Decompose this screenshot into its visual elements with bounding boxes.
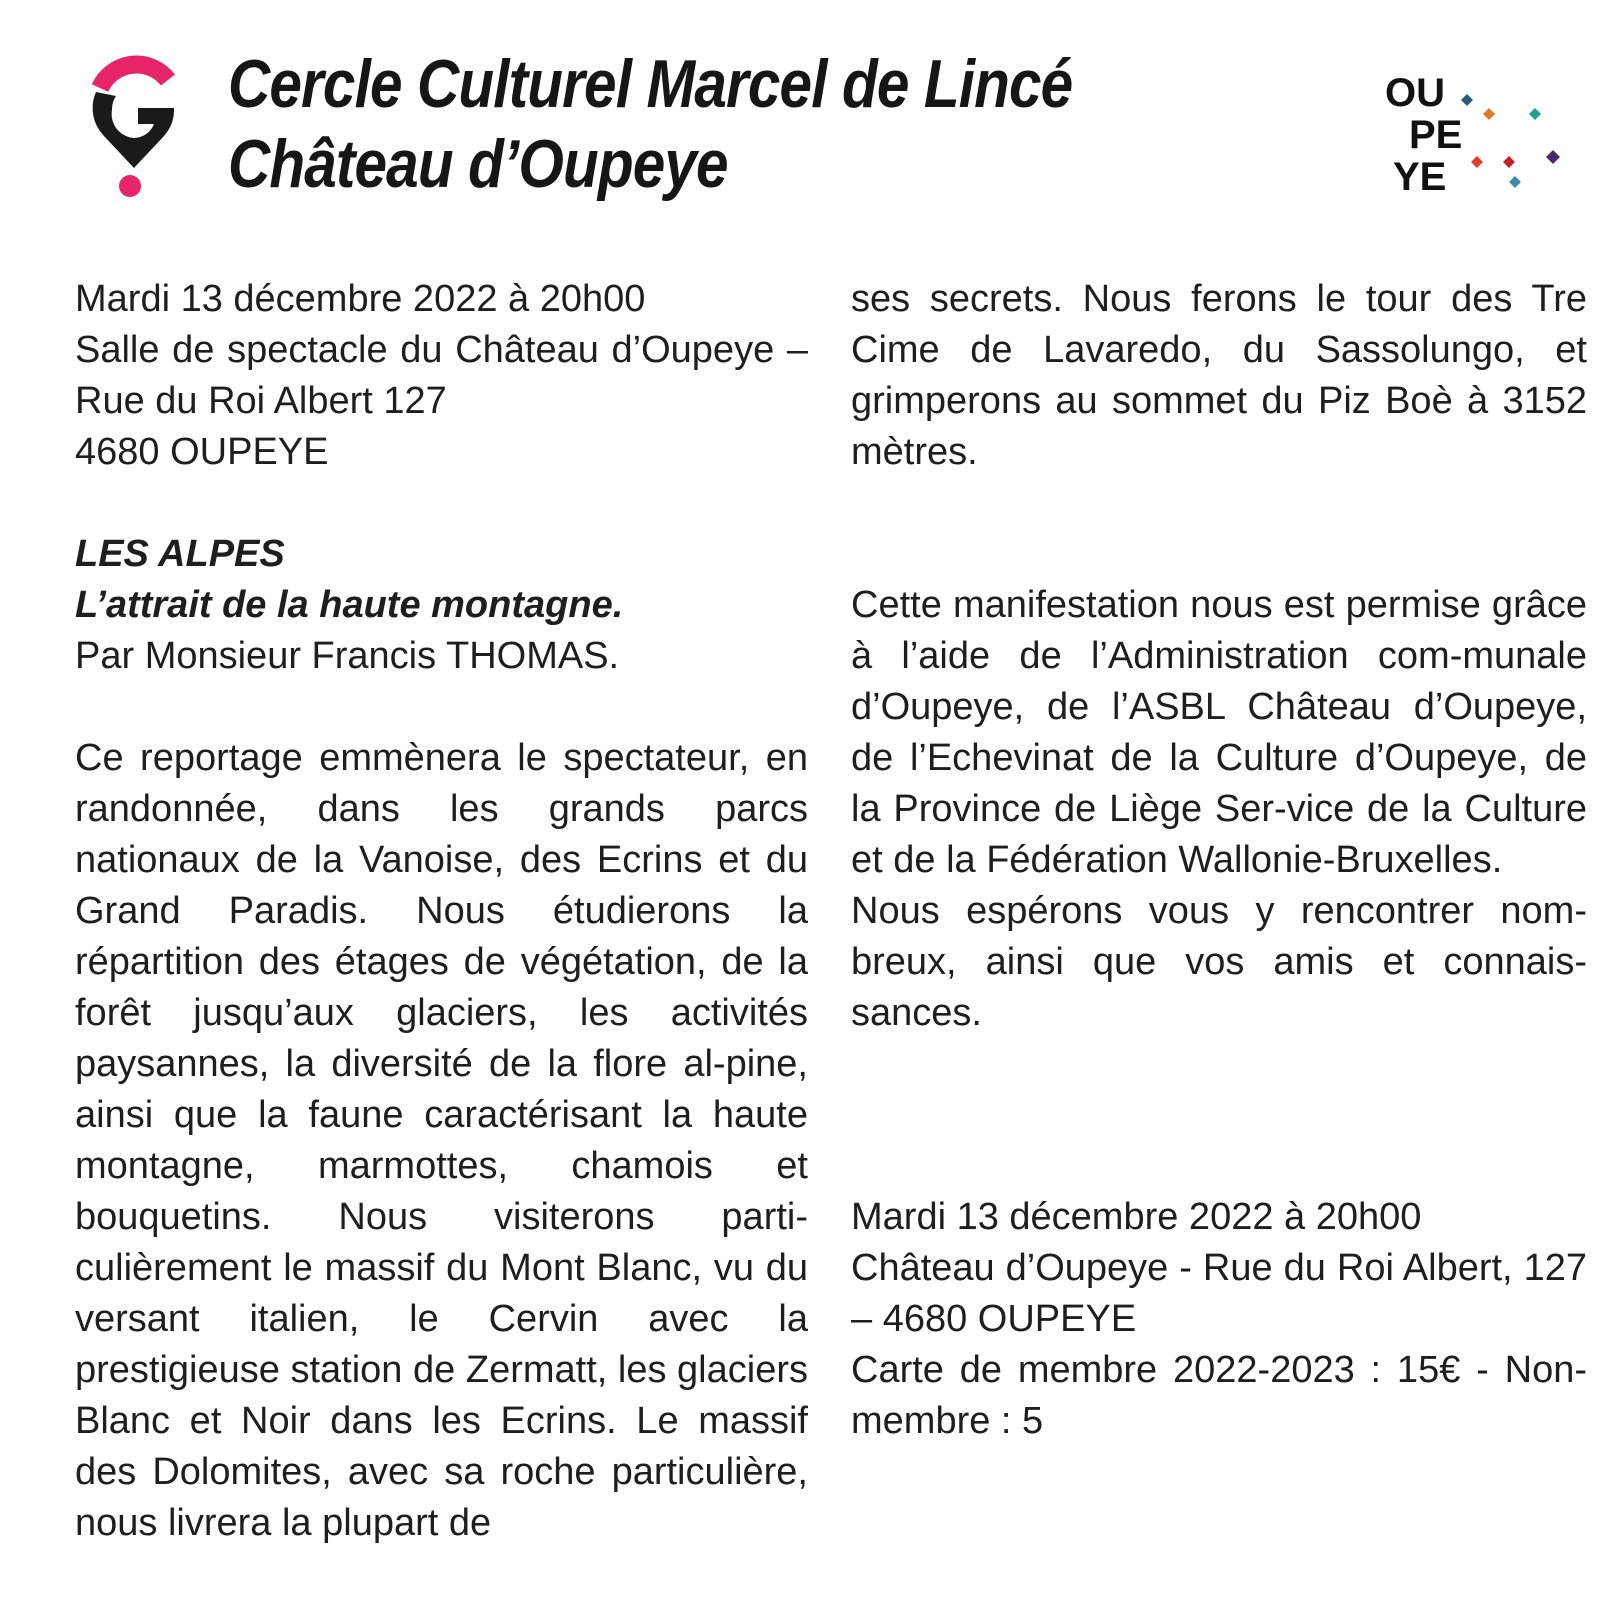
- event-date: Mardi 13 décembre 2022 à 20h00: [75, 278, 646, 320]
- oupeye-logo-line2: PE: [1409, 113, 1463, 157]
- acknowledgements: Cette manifestation nous est permise grâce à l’aide de l’Administration com-munale d’Oupeye, de l’ASBL Château d’Oupeye, de l’Echevinat de la Culture d’Oupeye, de la Province de Liège Ser-vice de la Culture et de la Fédération Wallonie-Bruxelles.: [851, 584, 1587, 881]
- oupeye-logo-line1: OU: [1385, 71, 1445, 115]
- header-title-line1: Cercle Culturel Marcel de Lincé: [228, 46, 1073, 122]
- talk-description-continued: ses secrets. Nous ferons le tour des Tre Cime de Lavaredo, du Sassolungo, et grimperons au sommet du Piz Boè à 3152 mètres.: [851, 278, 1587, 473]
- oupeye-logo-line3: YE: [1393, 155, 1447, 199]
- talk-author: Par Monsieur Francis THOMAS.: [75, 635, 620, 677]
- oupeye-logo: [1385, 72, 1585, 202]
- invitation: Nous espérons vous y rencontrer nom-breux, ainsi que vos amis et connais-sances.: [851, 890, 1587, 1034]
- header-title-line2: Château d’Oupeye: [228, 126, 728, 202]
- location-pin-g-icon: [82, 50, 186, 200]
- talk-description: Ce reportage emmènera le spectateur, en randonnée, dans les grands parcs nationaux de la Vanoise, des Ecrins et du Grand Paradis. Nous étudierons la répartition des étages de végétation, de la forêt jusqu’aux glaciers, les activités paysannes, la diversité de la flore al-pine, ainsi que la faune caractérisant la haute montagne, marmottes, chamois et bouquetins. Nous visiterons parti-culièrement le massif du Mont Blanc, vu du versant italien, le Cervin avec la prestigieuse station de Zermatt, les glaciers Blanc et Noir dans les Ecrins. Le massif des Dolomites, avec sa roche particulière, nous livrera la plupart de: [75, 737, 808, 1544]
- diamonds-icon: [1385, 72, 1585, 202]
- footer-prices: Carte de membre 2022-2023 : 15€ - Non-membre : 5: [851, 1349, 1587, 1442]
- event-venue: Salle de spectacle du Château d’Oupeye – Rue du Roi Albert 127: [75, 329, 808, 422]
- header-titles: [228, 44, 1258, 204]
- right-column: [851, 274, 1587, 1447]
- talk-subtitle: L’attrait de la haute montagne.: [75, 584, 624, 626]
- event-city: 4680 OUPEYE: [75, 431, 329, 473]
- footer-venue: Château d’Oupeye - Rue du Roi Albert, 127 – 4680 OUPEYE: [851, 1247, 1587, 1340]
- footer-date: Mardi 13 décembre 2022 à 20h00: [851, 1196, 1422, 1238]
- cercle-culturel-logo: [82, 50, 186, 200]
- talk-title: LES ALPES: [75, 533, 285, 575]
- left-column: [75, 274, 808, 1549]
